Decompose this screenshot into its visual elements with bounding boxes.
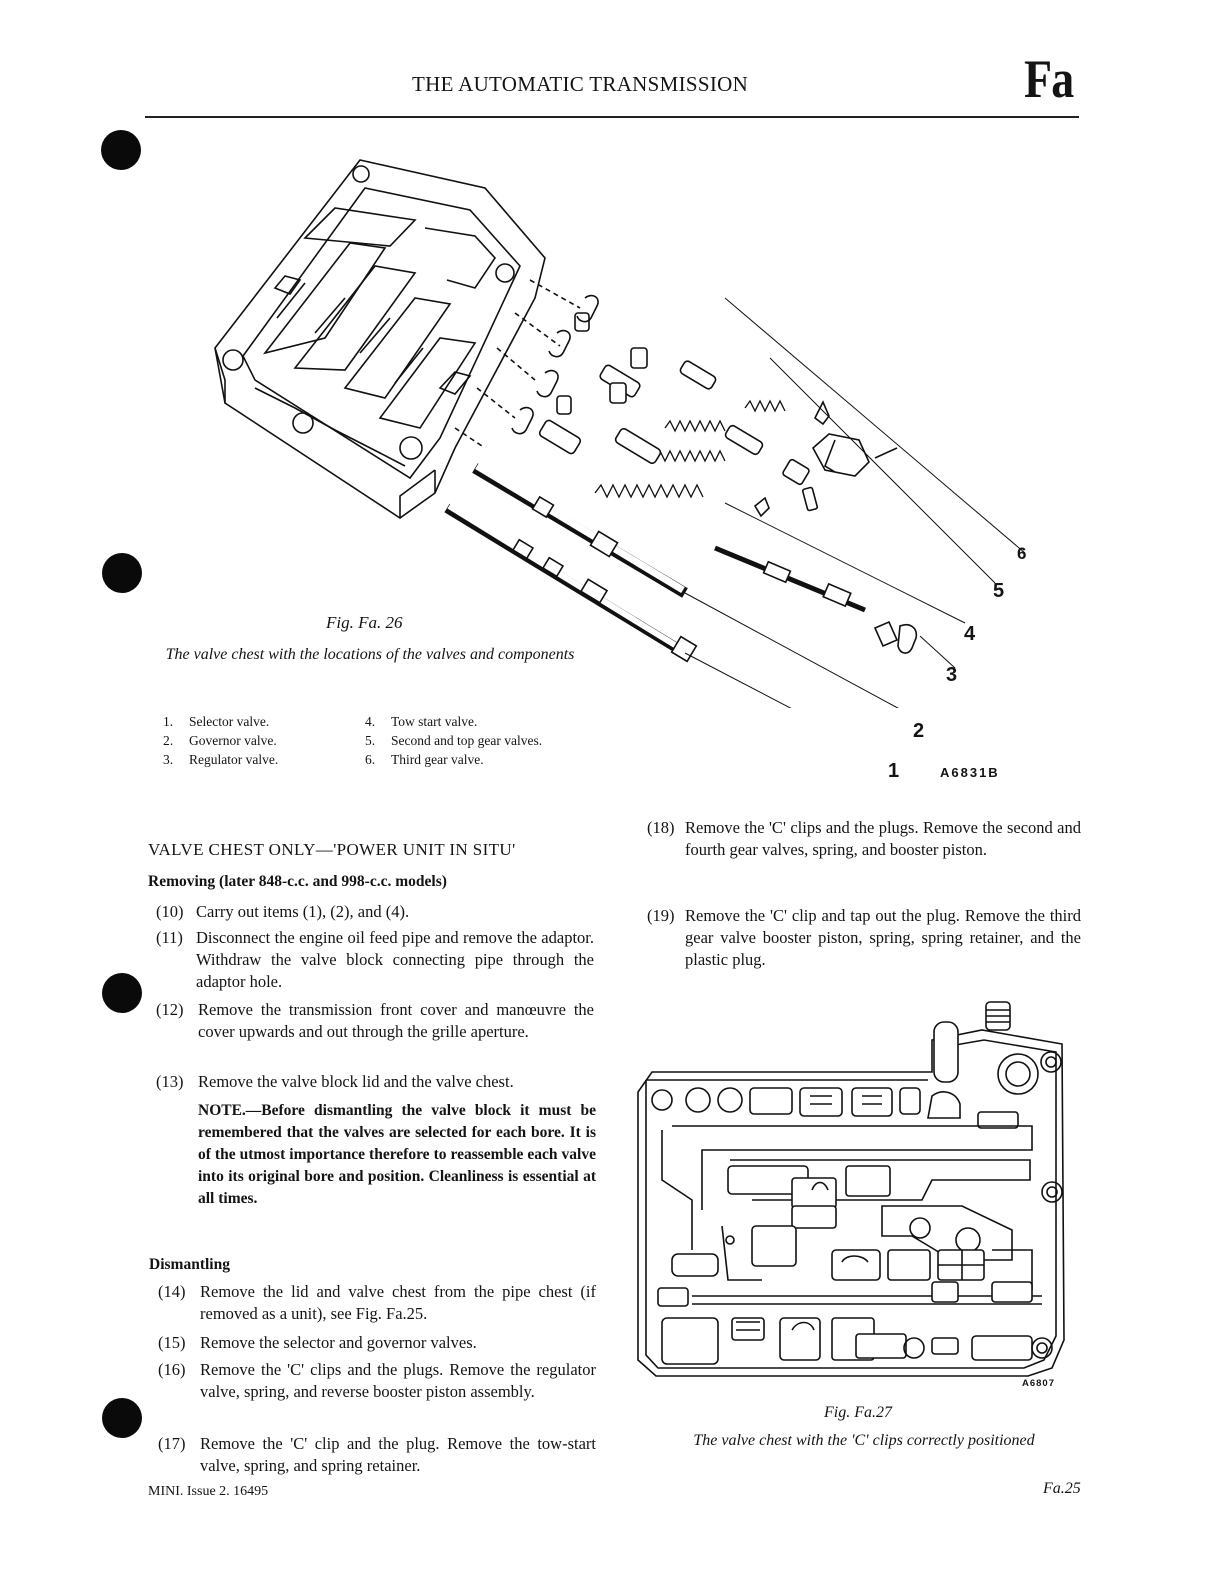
section-heading: VALVE CHEST ONLY—'POWER UNIT IN SITU' — [148, 840, 516, 859]
step-16: (16) Remove the 'C' clips and the plugs. Remove the regulator valve, spring, and reverse booster piston assembly. — [158, 1360, 596, 1401]
dismantling-heading: Dismantling — [149, 1256, 230, 1273]
legend-item: 1. Selector valve. — [163, 714, 270, 729]
figure-27-caption: The valve chest with the 'C' clips correctly positioned — [693, 1432, 1035, 1449]
punch-hole-upper-middle — [102, 553, 142, 593]
figure-27-number: Fig. Fa.27 — [824, 1404, 892, 1421]
header-rule — [145, 116, 1079, 118]
step-11: (11) Disconnect the engine oil feed pipe and remove the adaptor. Withdraw the valve block connecting pipe through the adaptor hole. — [156, 928, 594, 991]
valve-chest-exploded-diagram — [185, 148, 1045, 708]
callout-5: 5 — [993, 580, 1005, 602]
legend-item: 2. Governor valve. — [163, 733, 277, 748]
figure-26-reference: A6831B — [940, 765, 1000, 780]
callout-3: 3 — [946, 664, 958, 686]
step-18: (18) Remove the 'C' clips and the plugs. Remove the second and fourth gear valves, spring, and booster piston. — [647, 818, 1081, 859]
punch-hole-bottom — [102, 1398, 142, 1438]
step-17: (17) Remove the 'C' clip and the plug. Remove the tow-start valve, spring, and spring retainer. — [158, 1434, 596, 1475]
page-number: Fa.25 — [1043, 1480, 1081, 1497]
callout-6: 6 — [1017, 544, 1027, 563]
dismantling-note: NOTE.—Before dismantling the valve block it must be remembered that the valves are selected for each bore. It is of the utmost importance therefore to reassemble each valve into its original bore and position. Cleanliness is essential at all times. — [198, 1102, 596, 1207]
step-10: (10) Carry out items (1), (2), and (4). — [156, 902, 410, 921]
punch-hole-top — [101, 130, 141, 170]
section-code: Fa — [1024, 49, 1074, 109]
figure-26-legend-right — [365, 712, 542, 769]
figure-26-legend-left — [163, 712, 278, 769]
removing-heading: Removing (later 848-c.c. and 998-c.c. models) — [148, 873, 447, 890]
step-15: (15) Remove the selector and governor valves. — [158, 1333, 477, 1352]
step-13: (13) Remove the valve block lid and the valve chest. — [156, 1072, 514, 1091]
step-12: (12) Remove the transmission front cover and manœuvre the cover upwards and out through the grille aperture. — [156, 1000, 594, 1041]
legend-item: 6. Third gear valve. — [365, 752, 484, 767]
page-header-title: THE AUTOMATIC TRANSMISSION — [412, 72, 749, 96]
footer-issue: MINI. Issue 2. 16495 — [148, 1484, 269, 1499]
punch-hole-lower-middle — [102, 973, 142, 1013]
legend-item: 5. Second and top gear valves. — [365, 733, 543, 748]
legend-item: 3. Regulator valve. — [163, 752, 279, 767]
figure-26-caption: The valve chest with the locations of the valves and components — [165, 646, 575, 663]
step-14: (14) Remove the lid and valve chest from the pipe chest (if removed as a unit), see Fig. Fa.25. — [158, 1282, 596, 1323]
callout-1: 1 — [888, 760, 900, 782]
valve-chest-c-clips-diagram — [632, 1000, 1072, 1392]
step-19: (19) Remove the 'C' clip and tap out the plug. Remove the third gear valve booster piston, spring, spring retainer, and the plastic plug. — [647, 906, 1081, 969]
callout-2: 2 — [913, 720, 925, 742]
figure-26-number: Fig. Fa. 26 — [326, 613, 403, 632]
figure-27-reference: A6807 — [1022, 1378, 1055, 1389]
callout-4: 4 — [964, 623, 976, 645]
legend-item: 4. Tow start valve. — [365, 714, 478, 729]
